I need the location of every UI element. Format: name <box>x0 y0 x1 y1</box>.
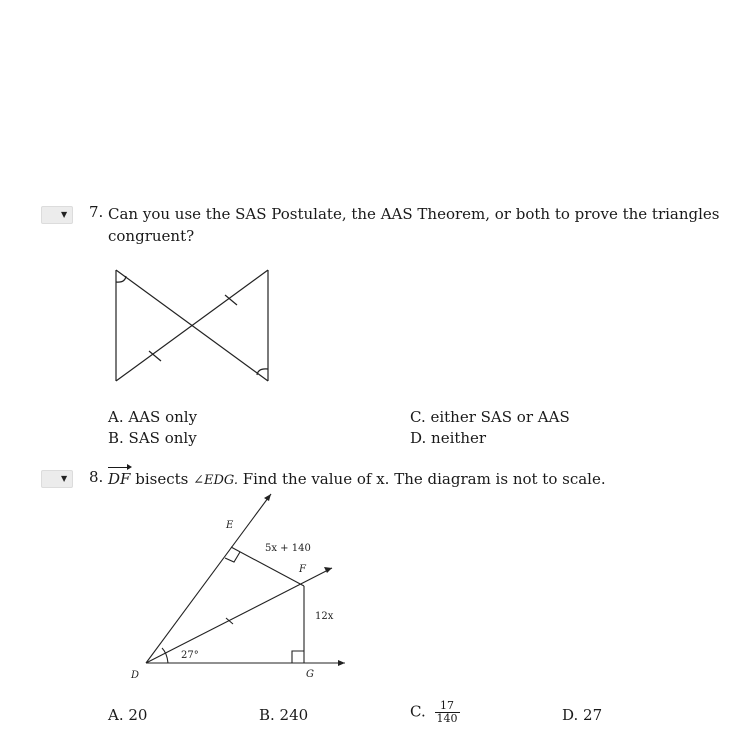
q7-number: 7. <box>89 203 104 221</box>
q7-choice-a: A. AAS only <box>108 408 198 426</box>
q8-answer-dropdown[interactable] <box>41 470 73 488</box>
angle-name: EDG. <box>204 473 238 488</box>
bisects-text: bisects <box>135 470 189 488</box>
label-fg-length: 12x <box>315 611 334 622</box>
q8-bisector-diagram <box>125 488 355 683</box>
label-angle-27: 27° <box>181 650 199 661</box>
fraction-numerator: 17 <box>435 700 460 713</box>
caret-down-icon: ▼ <box>61 474 68 483</box>
label-e: E <box>226 520 234 531</box>
label-ef-length: 5x + 140 <box>265 543 311 554</box>
fraction-denominator: 140 <box>436 712 458 725</box>
q8-choice-d: D. 27 <box>562 706 603 724</box>
label-f: F <box>299 564 306 575</box>
q7-line-2: congruent? <box>108 227 195 245</box>
q7-triangles-diagram <box>108 262 278 388</box>
q7-question-text <box>108 203 728 247</box>
q7-choice-c: C. either SAS or AAS <box>410 408 570 426</box>
q7-answer-dropdown[interactable] <box>41 206 73 224</box>
q8-choice-a: A. 20 <box>108 706 148 724</box>
angle-symbol: ∠ <box>193 473 205 488</box>
q7-choice-d: D. neither <box>410 429 487 447</box>
q7-line-1: Can you use the SAS Postulate, the AAS Theorem, or both to prove the triangles <box>108 205 720 223</box>
q7-choice-b: B. SAS only <box>108 429 197 447</box>
q8-rest-text: Find the value of x. The diagram is not to scale. <box>242 470 606 488</box>
q8-choice-b: B. 240 <box>259 706 309 724</box>
q8-choice-c <box>410 700 460 725</box>
ray-df: DF <box>108 470 131 488</box>
q8-choice-c-fraction <box>435 700 460 725</box>
label-g: G <box>306 669 314 680</box>
caret-down-icon: ▼ <box>61 210 68 219</box>
label-d: D <box>131 670 140 681</box>
q8-number: 8. <box>89 468 104 486</box>
q8-choice-c-label: C. <box>410 702 426 721</box>
